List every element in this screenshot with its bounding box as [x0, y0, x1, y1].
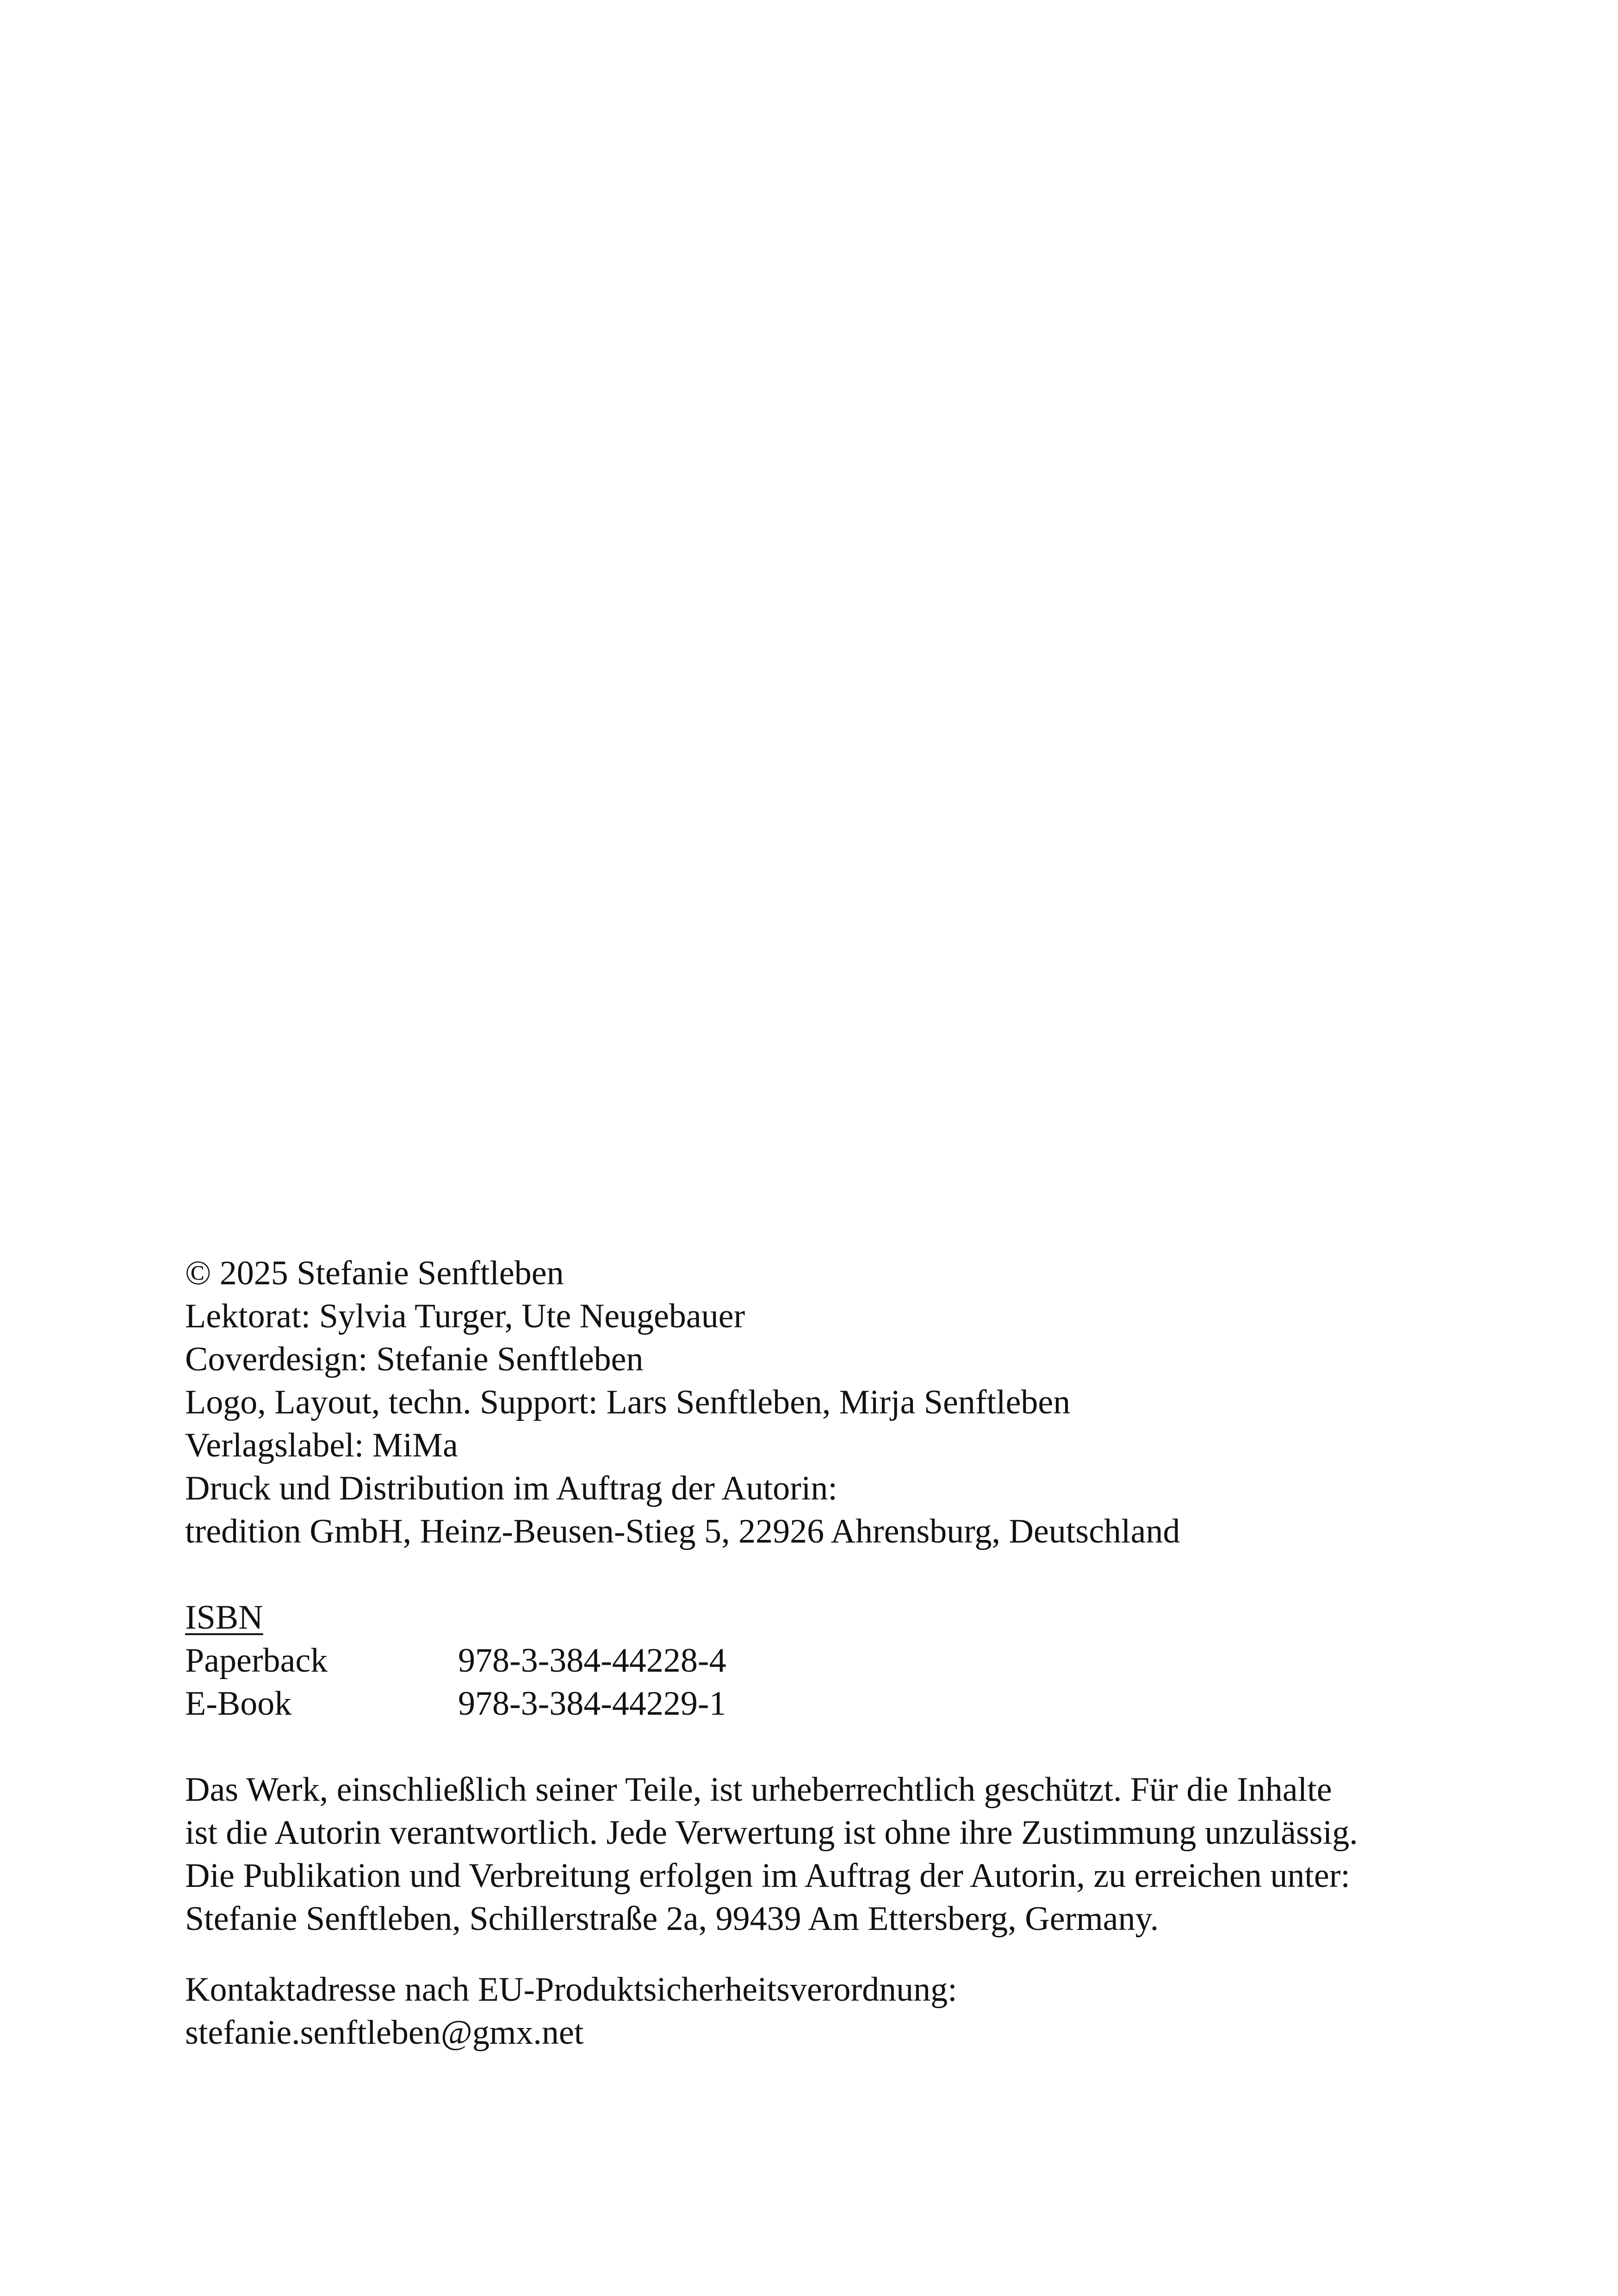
isbn-number: 978-3-384-44228-4: [458, 1642, 726, 1680]
copyright-notice: [185, 1768, 1453, 1941]
isbn-format-label: E-Book: [185, 1685, 292, 1723]
copyright-notice-line: Das Werk, einschließlich seiner Teile, ist urheberrechtlich geschützt. Für die Inhalte: [185, 1771, 1332, 1809]
contact-block: [185, 1968, 1462, 2054]
publisher-label: Verlagslabel: MiMa: [185, 1426, 458, 1464]
isbn-row-ebook: [185, 1682, 1462, 1725]
isbn-number: 978-3-384-44229-1: [458, 1685, 726, 1723]
distributor-address: tredition GmbH, Heinz-Beusen-Stieg 5, 22926 Ahrensburg, Deutschland: [185, 1512, 1180, 1550]
imprint-block: [185, 1252, 1462, 2054]
spacer: [185, 1553, 1462, 1596]
copyright-notice-line: ist die Autorin verantwortlich. Jede Verwertung ist ohne ihre Zustimmung unzulässig.: [185, 1814, 1358, 1852]
layout-support-credit: Logo, Layout, techn. Support: Lars Senftleben, Mirja Senftleben: [185, 1383, 1071, 1421]
editing-credit: Lektorat: Sylvia Turger, Ute Neugebauer: [185, 1297, 745, 1335]
isbn-format-label: Paperback: [185, 1642, 328, 1680]
contact-label: Kontaktadresse nach EU-Produktsicherheitsverordnung:: [185, 1971, 957, 2009]
copyright-line: © 2025 Stefanie Senftleben: [185, 1254, 564, 1292]
print-distribution-heading: Druck und Distribution im Auftrag der Autorin:: [185, 1469, 837, 1507]
copyright-notice-line: Stefanie Senftleben, Schillerstraße 2a, 99439 Am Ettersberg, Germany.: [185, 1900, 1159, 1938]
contact-email: stefanie.senftleben@gmx.net: [185, 2014, 584, 2052]
isbn-row-paperback: [185, 1639, 1462, 1682]
cover-design-credit: Coverdesign: Stefanie Senftleben: [185, 1340, 644, 1378]
copyright-notice-line: Die Publikation und Verbreitung erfolgen im Auftrag der Autorin, zu erreichen unter:: [185, 1857, 1351, 1895]
isbn-heading: ISBN: [185, 1599, 263, 1636]
